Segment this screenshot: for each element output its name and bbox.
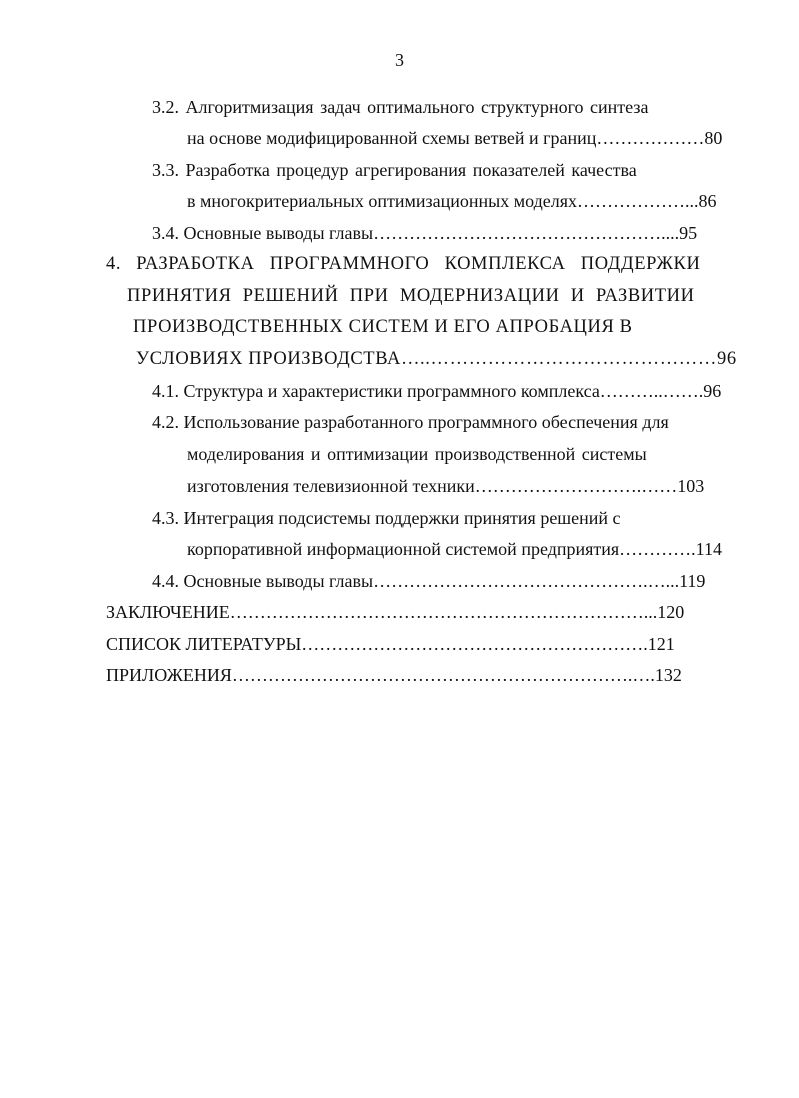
toc-entry-4-2-line-3: изготовления телевизионной техники……………………….……103 [187, 476, 705, 496]
toc-entry-4-4: 4.4. Основные выводы главы……………………………………….…...119 [152, 571, 706, 591]
toc-references: СПИСОК ЛИТЕРАТУРЫ………………………………………………….121 [106, 634, 675, 654]
toc-chapter-4-line-4: УСЛОВИЯХ ПРОИЗВОДСТВА…..………………………………………96 [136, 349, 737, 369]
toc-appendices: ПРИЛОЖЕНИЯ………………………………………………………….….132 [106, 665, 682, 685]
toc-entry-3-3-line-1: 3.3. Разработка процедур агрегирования показателей качества [152, 160, 637, 180]
toc-entry-4-3-line-2: корпоративной информационной системой предприятия………….114 [187, 539, 723, 559]
toc-entry-3-4: 3.4. Основные выводы главы…………………………………………....95 [152, 223, 698, 243]
toc-chapter-4-line-2: ПРИНЯТИЯ РЕШЕНИЙ ПРИ МОДЕРНИЗАЦИИ И РАЗВИТИИ [127, 286, 695, 306]
toc-entry-4-1: 4.1. Структура и характеристики программного комплекса………..…….96 [152, 381, 722, 401]
toc-entry-3-2-line-2: на основе модифицированной схемы ветвей и границ………………80 [187, 128, 723, 148]
toc-conclusion: ЗАКЛЮЧЕНИЕ……………………………………………………………...120 [106, 602, 685, 622]
page-number: 3 [395, 50, 404, 70]
toc-chapter-4-line-1: 4. РАЗРАБОТКА ПРОГРАММНОГО КОМПЛЕКСА ПОДДЕРЖКИ [106, 254, 701, 274]
toc-entry-4-2-line-2: моделирования и оптимизации производственной системы [187, 444, 647, 464]
toc-chapter-4-line-3: ПРОИЗВОДСТВЕННЫХ СИСТЕМ И ЕГО АПРОБАЦИЯ В [133, 317, 633, 337]
toc-entry-4-3-line-1: 4.3. Интеграция подсистемы поддержки принятия решений с [152, 508, 621, 528]
toc-entry-4-2-line-1: 4.2. Использование разработанного программного обеспечения для [152, 412, 669, 432]
toc-entry-3-3-line-2: в многокритериальных оптимизационных моделях………………...86 [187, 191, 717, 211]
toc-entry-3-2-line-1: 3.2. Алгоритмизация задач оптимального структурного синтеза [152, 97, 649, 117]
